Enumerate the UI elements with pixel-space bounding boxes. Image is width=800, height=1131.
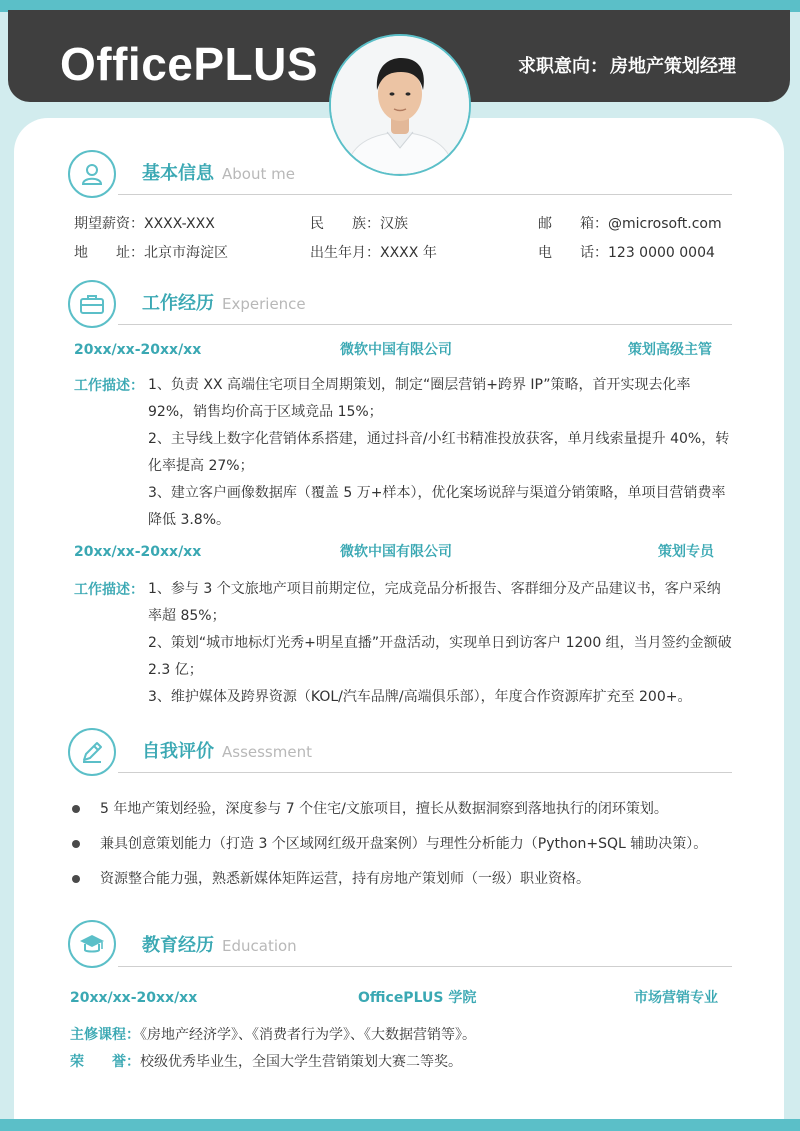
briefcase-icon <box>68 280 116 328</box>
job-role: 策划高级主管 <box>628 342 712 358</box>
job-period: 20xx/xx-20xx/xx <box>74 342 202 358</box>
edu-school: OfficePLUS 学院 <box>358 990 477 1006</box>
salary-value: XXXX-XXX <box>144 216 215 232</box>
assessment-item <box>72 799 752 819</box>
section-title-experience-en: Experience <box>222 295 306 313</box>
pencil-icon <box>68 728 116 776</box>
bottom-accent-strip <box>0 1119 800 1131</box>
email-value: @microsoft.com <box>608 216 722 232</box>
job-objective <box>518 52 736 82</box>
job-desc-label: 工作描述： <box>74 582 144 598</box>
objective-label: 求职意向： <box>518 56 608 77</box>
job-desc-label: 工作描述： <box>74 378 144 394</box>
person-icon <box>68 150 116 198</box>
edu-courses <box>70 1025 476 1045</box>
bullet-dot <box>72 840 80 848</box>
edu-period: 20xx/xx-20xx/xx <box>70 990 198 1006</box>
brand-name: OfficePLUS <box>60 38 319 90</box>
ethnicity-label: 民 族： <box>310 216 380 232</box>
address-label: 地 址： <box>74 245 144 261</box>
job-period: 20xx/xx-20xx/xx <box>74 544 202 560</box>
job-role: 策划专员 <box>658 544 714 560</box>
section-title-experience <box>142 292 306 316</box>
ethnicity-value: 汉族 <box>380 216 408 232</box>
phone-label: 电 话： <box>538 245 608 261</box>
section-divider <box>118 772 732 773</box>
assessment-item-text: 5 年地产策划经验，深度参与 7 个住宅/文旅项目，擅长从数据洞察到落地执行的闭环策划。 <box>100 801 668 817</box>
email-label: 邮 箱： <box>538 216 608 232</box>
job-desc-item: 3、建立客户画像数据库（覆盖 5 万+样本），优化案场说辞与渠道分销策略，单项目营销费率降低 3.8%。 <box>148 485 726 528</box>
edu-major: 市场营销专业 <box>634 990 718 1006</box>
job-desc-item: 1、负责 XX 高端住宅项目全周期策划，制定“圈层营销+跨界 IP”策略，首开实现去化率 92%，销售均价高于区域竞品 15%； <box>148 377 691 420</box>
edu-honors-label: 荣 誉： <box>70 1054 140 1070</box>
edu-courses-label: 主修课程： <box>70 1027 140 1043</box>
address-value: 北京市海淀区 <box>144 245 228 261</box>
section-divider <box>118 966 732 967</box>
edu-honors <box>70 1052 462 1072</box>
assessment-item-text: 资源整合能力强，熟悉新媒体矩阵运营，持有房地产策划师（一级）职业资格。 <box>100 871 590 887</box>
edu-honors-value: 校级优秀毕业生，全国大学生营销策划大赛二等奖。 <box>140 1054 462 1070</box>
birth-field <box>310 243 437 263</box>
job-desc-item: 2、主导线上数字化营销体系搭建，通过抖音/小红书精准投放获客，单月线索量提升 40%，转化率提高 27%； <box>148 431 730 474</box>
resume-card <box>14 118 784 1131</box>
birth-value: XXXX 年 <box>380 245 437 261</box>
section-title-assessment <box>142 740 312 764</box>
phone-field <box>538 243 715 263</box>
section-title-basic-cn: 基本信息 <box>142 163 214 184</box>
phone-value: 123 0000 0004 <box>608 245 715 261</box>
salary-label: 期望薪资： <box>74 216 144 232</box>
section-title-assessment-en: Assessment <box>222 743 312 761</box>
section-title-education <box>142 934 297 958</box>
email-field <box>538 214 722 234</box>
section-title-education-en: Education <box>222 937 297 955</box>
section-title-basic <box>142 162 295 186</box>
avatar-illustration <box>331 36 469 174</box>
address-field <box>74 243 228 263</box>
section-divider <box>118 194 732 195</box>
salary-field <box>74 214 215 234</box>
section-title-basic-en: About me <box>222 165 295 183</box>
graduation-cap-icon <box>68 920 116 968</box>
profile-photo <box>329 34 471 176</box>
job-company: 微软中国有限公司 <box>340 544 452 560</box>
section-title-education-cn: 教育经历 <box>142 935 214 956</box>
edu-courses-value: 《房地产经济学》、《消费者行为学》、《大数据营销等》。 <box>140 1027 476 1043</box>
bullet-dot <box>72 875 80 883</box>
job-desc-item: 2、策划“城市地标灯光秀+明星直播”开盘活动，实现单日到访客户 1200 组，当月签约金额破 2.3 亿； <box>148 635 732 678</box>
assessment-item-text: 兼具创意策划能力（打造 3 个区域网红级开盘案例）与理性分析能力（Python+SQL 辅助决策）。 <box>100 836 708 852</box>
section-title-assessment-cn: 自我评价 <box>142 741 214 762</box>
assessment-item <box>72 869 752 889</box>
assessment-item <box>72 834 752 854</box>
objective-value: 房地产策划经理 <box>610 56 736 77</box>
bullet-dot <box>72 805 80 813</box>
job-company: 微软中国有限公司 <box>340 342 452 358</box>
ethnicity-field <box>310 214 408 234</box>
job-desc-item: 1、参与 3 个文旅地产项目前期定位，完成竞品分析报告、客群细分及产品建议书，客户采纳率超 85%； <box>148 581 721 624</box>
birth-label: 出生年月： <box>310 245 380 261</box>
job-desc-item: 3、维护媒体及跨界资源（KOL/汽车品牌/高端俱乐部），年度合作资源库扩充至 200+。 <box>148 689 692 705</box>
section-title-experience-cn: 工作经历 <box>142 293 214 314</box>
section-divider <box>118 324 732 325</box>
